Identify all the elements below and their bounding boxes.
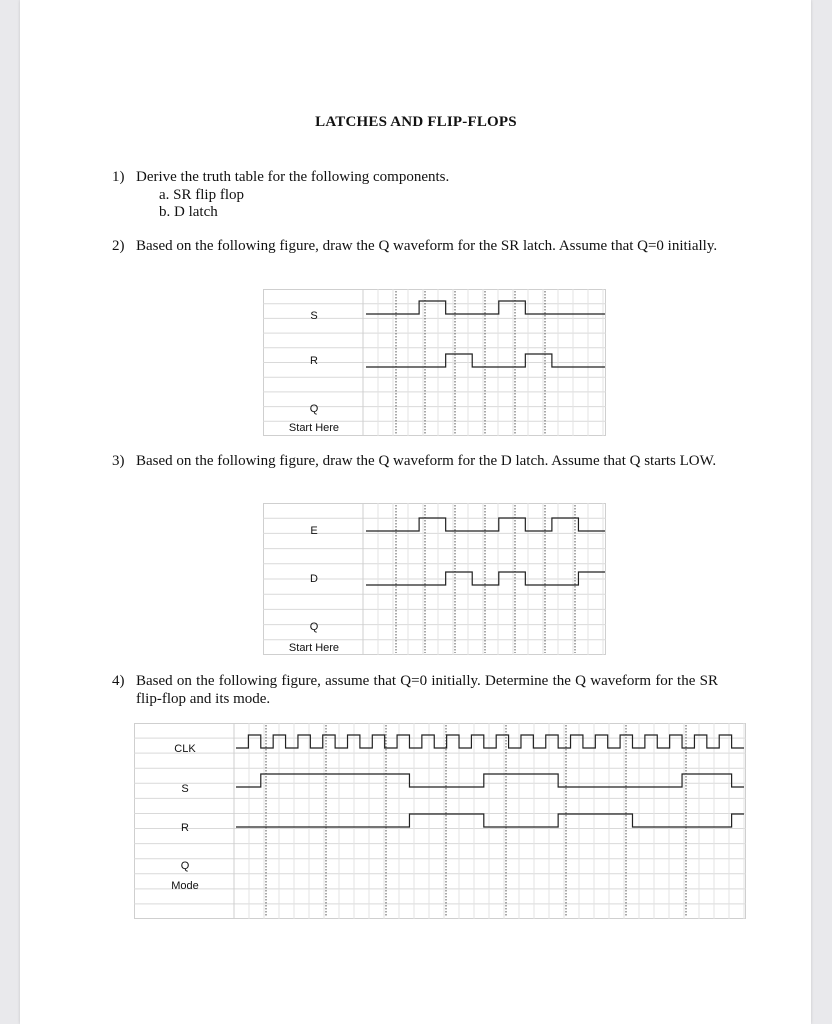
question-text: Based on the following figure, draw the Q waveform for the SR latch. Assume that Q=0 initially. [136, 238, 718, 254]
list-item [159, 187, 244, 205]
start-here-label: Start Here [288, 422, 340, 434]
signal-label: CLK [174, 743, 196, 755]
question-3 [112, 453, 718, 471]
waveform-s [236, 774, 744, 787]
list-marker: a. [159, 187, 170, 203]
signal-label: R [181, 822, 189, 834]
signal-label: D [310, 573, 318, 585]
question-text: Based on the following figure, assume that Q=0 initially. Determine the Q waveform for the SR flip-flop and its mode. [136, 673, 718, 707]
output-q-label: Q [180, 860, 190, 872]
question-number: 3) [112, 453, 125, 469]
signal-label: S [310, 310, 318, 322]
list-text: SR flip flop [173, 187, 245, 203]
list-marker: b. [159, 204, 171, 220]
list-item [159, 204, 218, 222]
list-text: D latch [174, 204, 218, 220]
question-text: Derive the truth table for the following components. [136, 169, 450, 185]
sr-flipflop-timing-diagram [134, 723, 746, 919]
question-number: 2) [112, 238, 125, 254]
signal-label: E [310, 525, 318, 537]
question-2 [112, 238, 718, 256]
question-text: Based on the following figure, draw the Q waveform for the D latch. Assume that Q starts LOW. [136, 453, 717, 469]
waveform-r [236, 814, 744, 827]
sr-latch-timing-diagram [263, 289, 606, 436]
output-q-label: Q [309, 621, 319, 633]
question-1 [112, 169, 718, 187]
start-here-label: Start Here [288, 642, 340, 654]
d-latch-timing-diagram [263, 503, 606, 655]
signal-label: S [181, 783, 189, 795]
signal-label: R [310, 355, 318, 367]
page-title: LATCHES AND FLIP-FLOPS [315, 114, 517, 130]
question-number: 4) [112, 673, 125, 689]
mode-label: Mode [171, 880, 199, 892]
question-4 [112, 673, 718, 708]
output-q-label: Q [309, 403, 319, 415]
waveform-clk [236, 735, 744, 748]
question-number: 1) [112, 169, 125, 185]
